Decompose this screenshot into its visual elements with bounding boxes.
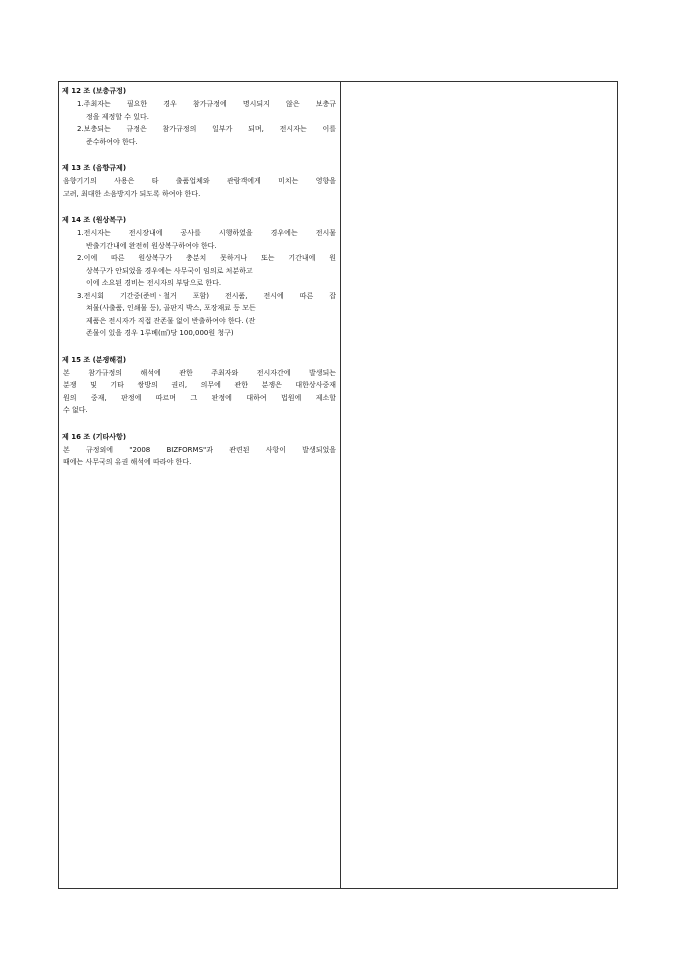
article-title: 제 12 조 (보충규정) [62, 87, 127, 95]
left-column [59, 82, 341, 888]
article-13 [62, 163, 336, 200]
article-title: 제 15 조 (분쟁해결) [62, 355, 127, 364]
article-title: 제 14 조 (원상복구) [62, 216, 127, 224]
article-14 [62, 215, 336, 340]
list-item: 2.이에 따른 원상복구가 충분치 못하거나 또는 기간내에 원 상복구가 안되었을 경우에는 사무국이 임의로 처분하고 이에 소요된 경비는 전시자의 부담으로 한다. [77, 254, 336, 287]
article-title: 제 16 조 (기타사항) [62, 432, 127, 441]
article-12 [62, 86, 336, 148]
article-body: 본 규정외에 "2008 BIZFORMS"과 관련된 사항이 발생되었을 때에는 사무국의 유권 해석에 따라야 한다. [63, 445, 336, 466]
article-body: 본 참가규정의 해석에 관한 주최자와 전시자간에 발생되는 분쟁 및 기타 쌍방의 권리, 의무에 관한 분쟁은 대한상사중재 원의 중재, 판정에 따르며 그 판정에 대하여 법원에 제소할 수 없다. [63, 368, 336, 414]
list-item: 2.보충되는 규정은 참가규정의 일부가 되며, 전시자는 이를 준수하여야 한다. [77, 125, 336, 146]
document-table [58, 81, 618, 889]
list-item: 3.전시회 기간중(준비ㆍ철거 포함) 전시품, 전시에 따른 잡 쳐물(사출품, 인쇄물 등), 골판지 박스, 포장재료 등 모든 제품은 전시자가 직접 잔존물 없이 반출하여야 한다. (잔 존물이 있을 경우 1루베(㎥)당 100,000원 청구) [77, 291, 336, 337]
article-title: 제 13 조 (음향규제) [62, 164, 127, 172]
list-item: 1.주최자는 필요한 경우 참가규정에 명시되지 않은 보충규 정을 제정할 수 있다. [77, 100, 336, 121]
article-body: 음향기기의 사용은 타 출품업체와 관람객에게 미치는 영향을 고려, 최대한 소음방지가 되도록 하여야 한다. [63, 177, 336, 198]
right-column [341, 82, 617, 888]
list-item: 1.전시자는 전시장내에 공사를 시행하였을 경우에는 전시물 반출기간내에 완전히 원상복구하여야 한다. [77, 229, 336, 250]
article-15 [62, 355, 336, 417]
article-16 [62, 432, 336, 469]
